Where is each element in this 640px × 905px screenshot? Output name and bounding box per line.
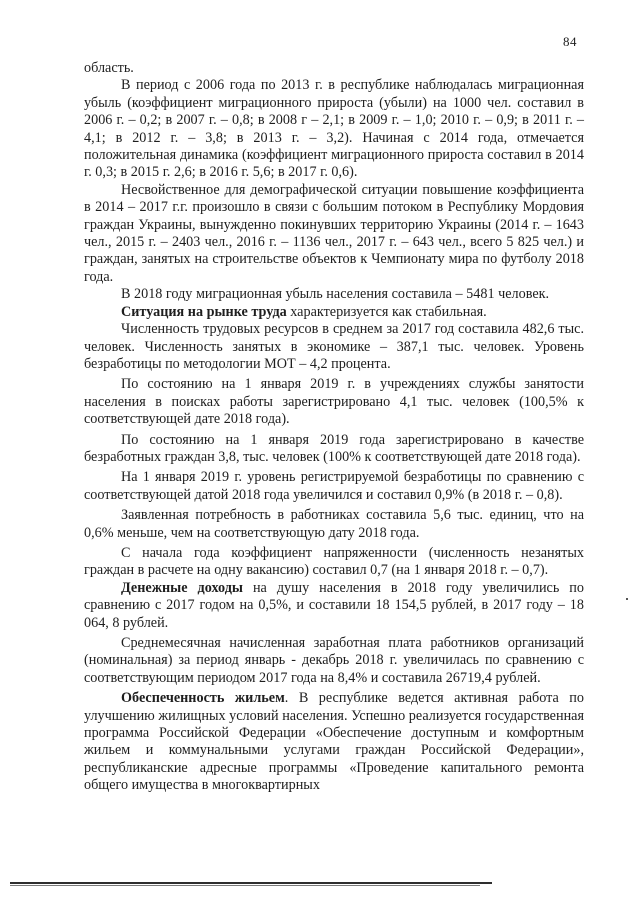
paragraph-migration-loss: В период с 2006 года по 2013 г. в республике наблюдалась миграционная убыль (коэффициент миграционного прироста (убыли) на 1000 чел. составил в 2006 г. – 0,2; в 2007 г. – 0,8; в 2008 г – 2,1; в 2009 г. – 1,0; 2010 г. – 0,9; в 2011 г. – 4,1; в 2012 г. – 3,8; в 2013 г. – 3,2). Начиная с 2014 года, отмечается положительная динамика (коэффициент миграционного прироста составил в 2014 г. 0,3; в 2015 г. 2,6; в 2016 г. 5,6; в 2017 г. 0,6).	[84, 77, 584, 181]
page-number: 84	[563, 34, 577, 49]
scan-speck	[626, 598, 628, 600]
scan-bottom-rule	[10, 882, 492, 884]
paragraph-migration-2018: В 2018 году миграционная убыль населения составила – 5481 человек.	[121, 286, 550, 303]
paragraph-continuation: область.	[84, 60, 134, 76]
paragraph-tension-coefficient: С начала года коэффициент напряженности (численность незанятых граждан в расчете на одну вакансию) составил 0,7 (на 1 января 2018 г. – 0,7).	[84, 544, 584, 579]
paragraph-labor-resources: Численность трудовых ресурсов в среднем за 2017 год составила 482,6 тыс. человек. Численность занятых в экономике – 387,1 тыс. человек. Уровень безработицы по методологии МОТ – 4,2 процента.	[84, 321, 584, 372]
paragraph-labor-market: Ситуация на рынке труда характеризуется как стабильная.	[121, 303, 487, 320]
heading-income: Денежные доходы	[121, 579, 243, 596]
paragraph-salary: Среднемесячная начисленная заработная плата работников организаций (номинальная) за период январь - декабрь 2018 г. увеличилась по сравнению с соответствующим периодом 2017 года на 8,4% и составила 26719,4 рублей.	[84, 635, 584, 686]
paragraph-income: Денежные доходы на душу населения в 2018 году увеличились по сравнению с 2017 годом на 0,5%, и составили 18 154,5 рублей, в 2017 году – 18 064, 8 рублей.	[84, 579, 584, 631]
paragraph-vacancies: Заявленная потребность в работниках составила 5,6 тыс. единиц, что на 0,6% меньше, чем на соответствующую дату 2018 года.	[84, 507, 584, 541]
paragraph-unemployment-rate: На 1 января 2019 г. уровень регистрируемой безработицы по сравнению с соответствующей датой 2018 года увеличился и составил 0,9% (в 2018 г. – 0,8).	[84, 469, 584, 503]
paragraph-unemployed: По состоянию на 1 января 2019 года зарегистрировано в качестве безработных граждан 3,8, тыс. человек (100% к соответствующей дате 2018 года).	[84, 431, 584, 465]
heading-labor-market: Ситуация на рынке труда	[121, 303, 287, 320]
scan-bottom-rule-shadow	[10, 885, 480, 886]
paragraph-ukraine-inflow: Несвойственное для демографической ситуации повышение коэффициента в 2014 – 2017 г.г. произошло в связи с большим потоком в Республику Мордовия граждан Украины, вынужденно покинувших территорию Украины (2014 г. – 1643 чел., 2015 г. – 2403 чел., 2016 г. – 1136 чел., 2017 г. – 643 чел., всего 5 825 чел.) и граждан, занятых на строительстве объектов к Чемпионату мира по футболу 2018 года.	[84, 181, 584, 285]
paragraph-housing: Обеспеченность жильем. В республике ведется активная работа по улучшению жилищных условий населения. Успешно реализуется государственная программа Российской Федерации «Обеспечение доступным и комфортным жильем и коммунальными услугами граждан Российской Федерации», республиканские адресные программы «Проведение капитального ремонта общего имущества в многоквартирных	[84, 690, 584, 794]
document-body	[84, 60, 584, 795]
paragraph-job-seekers: По состоянию на 1 января 2019 г. в учреждениях службы занятости населения в поисках работы зарегистрировано 4,1 тыс. человек (100,5% к соответствующей дате 2018 года).	[84, 376, 584, 428]
heading-housing: Обеспеченность жильем	[121, 690, 285, 707]
